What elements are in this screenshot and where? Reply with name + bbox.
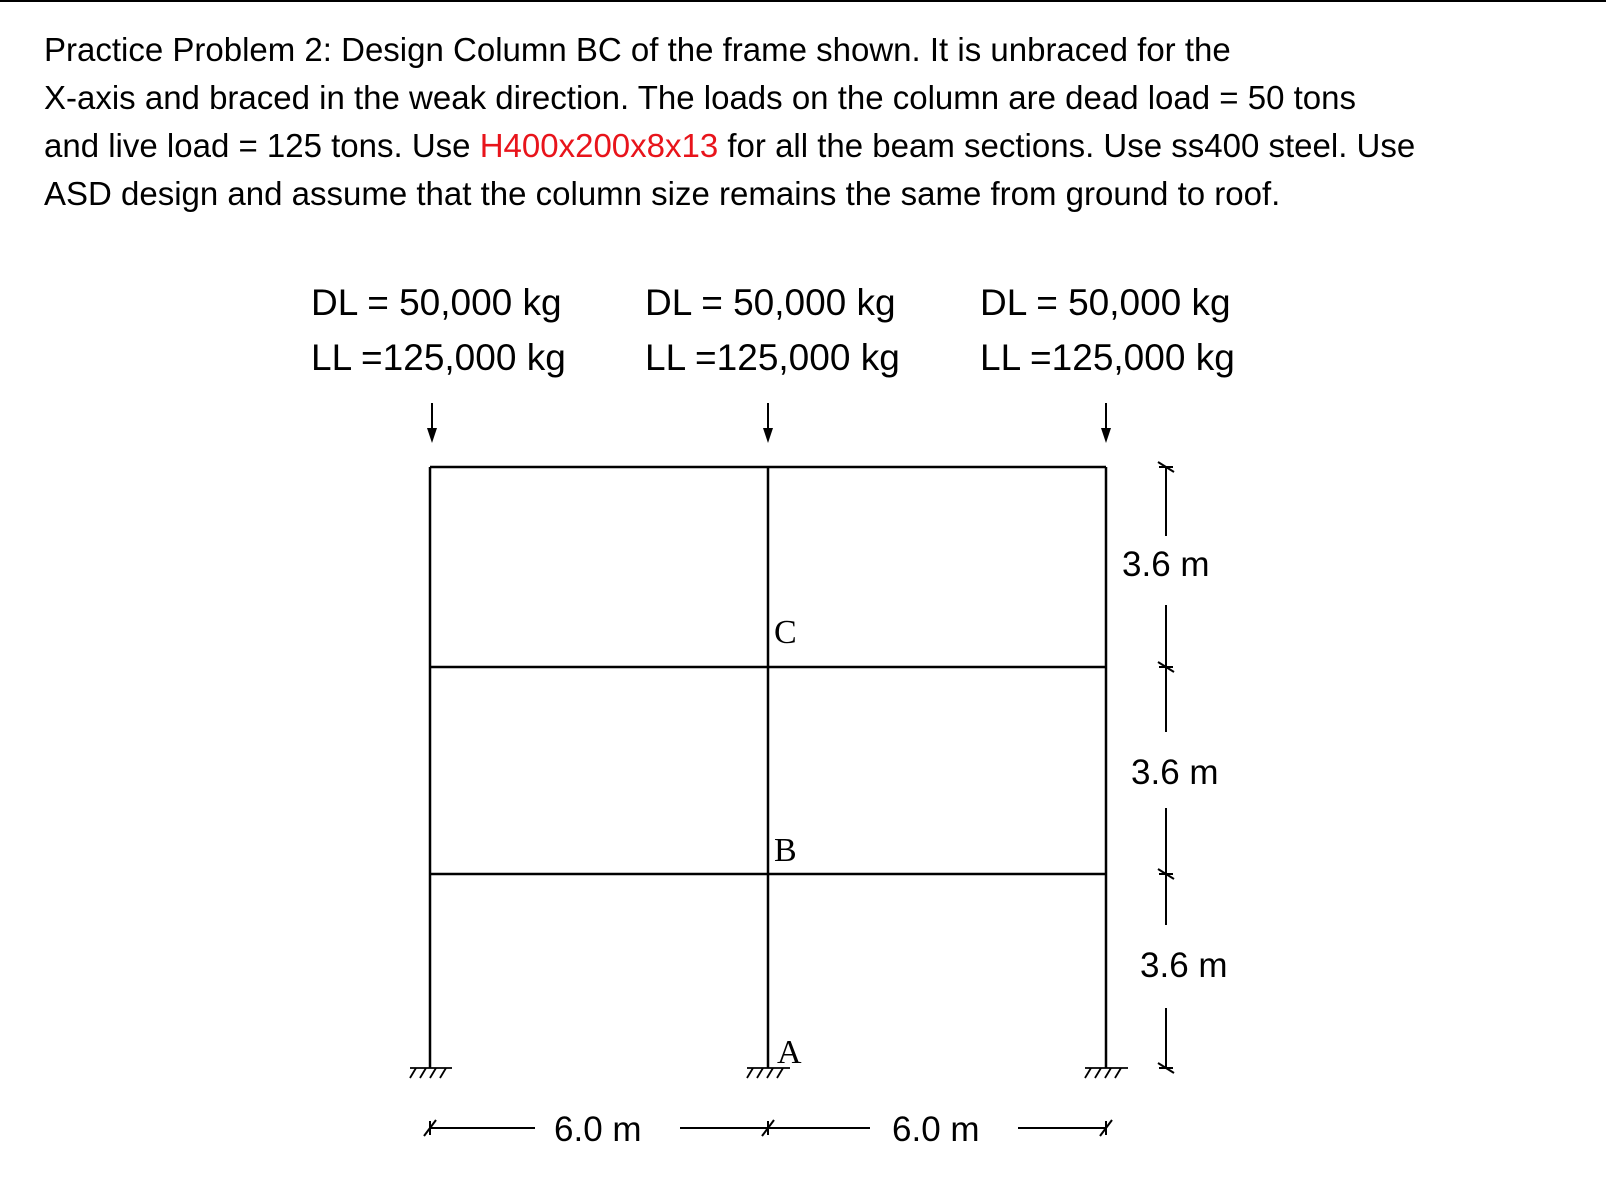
node-label-c: C xyxy=(774,614,797,651)
dimension-bay-right: 6.0 m xyxy=(892,1110,980,1149)
load-right-ll: LL =125,000 kg xyxy=(980,337,1235,378)
load-middle-ll: LL =125,000 kg xyxy=(645,337,900,378)
dimension-story-bottom: 3.6 m xyxy=(1140,946,1228,985)
load-left-dl: DL = 50,000 kg xyxy=(311,282,562,323)
dimension-story-top: 3.6 m xyxy=(1122,545,1210,584)
support-left xyxy=(410,1068,452,1078)
load-arrow-middle xyxy=(763,403,773,443)
dimension-bay-left: 6.0 m xyxy=(554,1110,642,1149)
problem-line-3-start: and live load = 125 tons. Use xyxy=(44,127,480,164)
load-arrow-right xyxy=(1101,403,1111,443)
problem-line-4: ASD design and assume that the column size remains the same from ground to roof. xyxy=(44,175,1281,212)
load-middle-dl: DL = 50,000 kg xyxy=(645,282,896,323)
load-right-dl: DL = 50,000 kg xyxy=(980,282,1231,323)
support-right xyxy=(1085,1068,1128,1078)
node-label-b: B xyxy=(774,832,797,869)
beam-section-highlight: H400x200x8x13 xyxy=(479,127,719,164)
problem-line-3-end: for all the beam sections. Use ss400 steel. Use xyxy=(718,127,1416,164)
dimension-story-middle: 3.6 m xyxy=(1131,753,1219,792)
horizontal-dimension-line xyxy=(424,1120,1112,1136)
load-left-ll: LL =125,000 kg xyxy=(311,337,566,378)
problem-line-2: X-axis and braced in the weak direction. The loads on the column are dead load = 50 tons xyxy=(44,79,1356,116)
load-arrow-left xyxy=(427,403,437,443)
node-label-a: A xyxy=(777,1034,802,1071)
problem-line-1: Practice Problem 2: Design Column BC of the frame shown. It is unbraced for the xyxy=(44,31,1231,68)
